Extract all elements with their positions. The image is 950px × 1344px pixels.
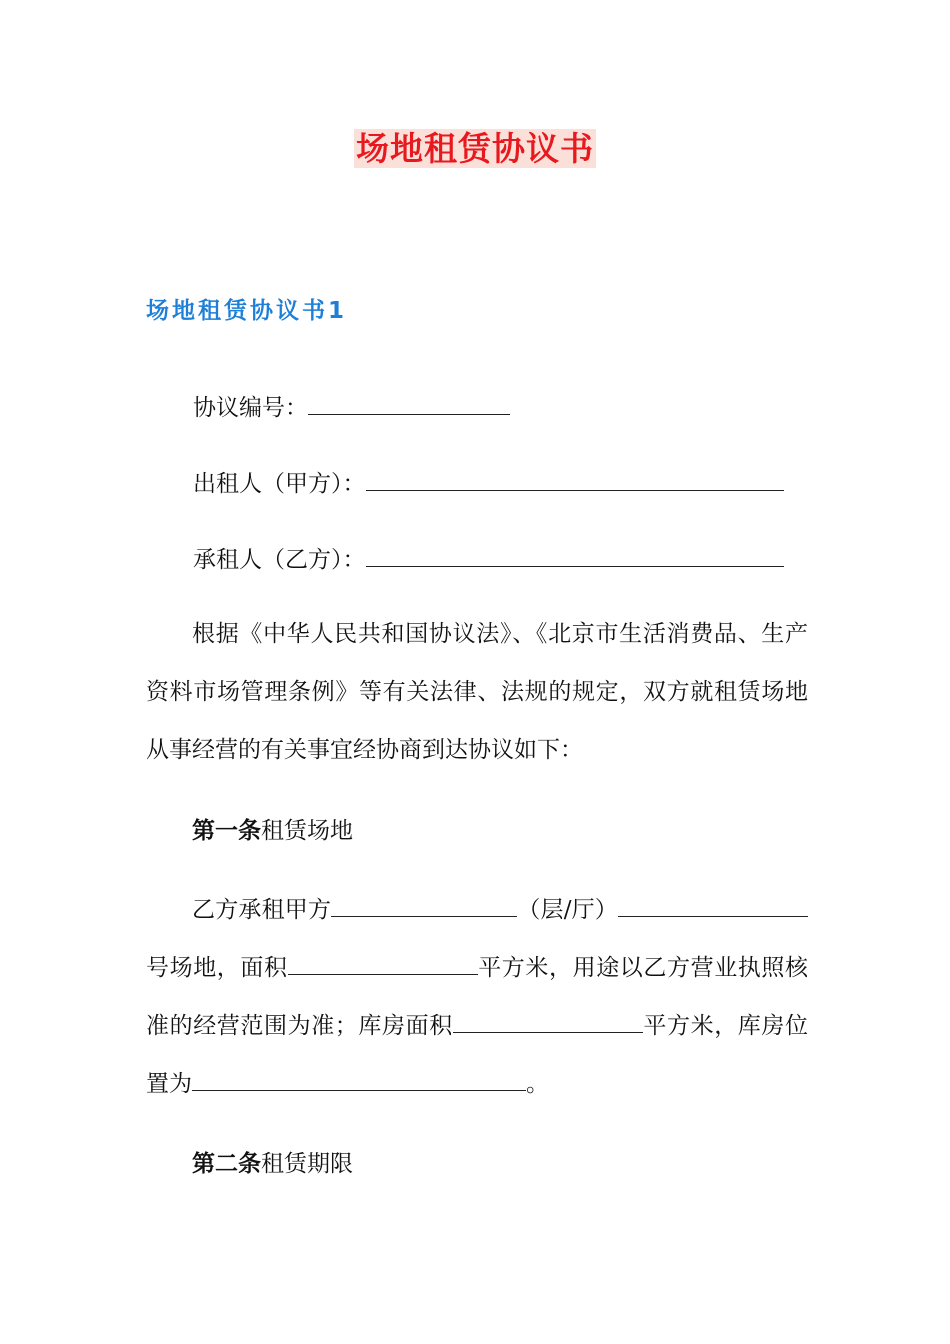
lessee-blank	[366, 542, 784, 567]
storage-area-blank	[453, 1010, 643, 1033]
clause-1-text-3: 号场地，面积	[146, 955, 288, 981]
clause-1-number: 第一条	[192, 818, 261, 844]
hall-blank	[618, 894, 808, 917]
lessor-field	[193, 466, 784, 501]
document-title	[0, 125, 950, 173]
floor-blank	[331, 894, 517, 917]
storage-location-blank	[192, 1068, 526, 1091]
agreement-number-label: 协议编号：	[193, 395, 308, 421]
clause-1-body	[146, 881, 808, 1113]
clause-2-title: 租赁期限	[261, 1151, 353, 1177]
agreement-number-field	[193, 390, 510, 425]
clause-1-text-5: 平方米，库房位置为	[146, 1013, 809, 1097]
lessor-blank	[366, 466, 784, 491]
clause-1-heading	[192, 814, 353, 848]
clause-1-text-2: （层/厅）	[517, 897, 618, 923]
lessor-label: 出租人（甲方）：	[193, 471, 366, 497]
clause-1-text-6: 。	[526, 1071, 549, 1097]
intro-paragraph: 根据《中华人民共和国协议法》、《北京市生活消费品、生产资料市场管理条例》等有关法律、法规的规定，双方就租赁场地从事经营的有关事宜经协商到达协议如下：	[146, 621, 808, 763]
document-title-text: 场地租赁协议书	[356, 129, 594, 168]
section-heading: 场地租赁协议书1	[146, 298, 348, 324]
lessee-field	[193, 542, 784, 577]
area-blank	[288, 952, 478, 975]
clause-1-text-1: 乙方承租甲方	[192, 897, 332, 923]
clause-1-text-4: 平方米，用途以乙方营业执照核准的经营范围为准；库房面积	[146, 955, 809, 1039]
agreement-number-blank	[308, 390, 510, 415]
clause-2-number: 第二条	[192, 1151, 261, 1177]
clause-2-heading	[192, 1147, 353, 1181]
clause-1-title: 租赁场地	[261, 818, 353, 844]
lessee-label: 承租人（乙方）：	[193, 547, 366, 573]
